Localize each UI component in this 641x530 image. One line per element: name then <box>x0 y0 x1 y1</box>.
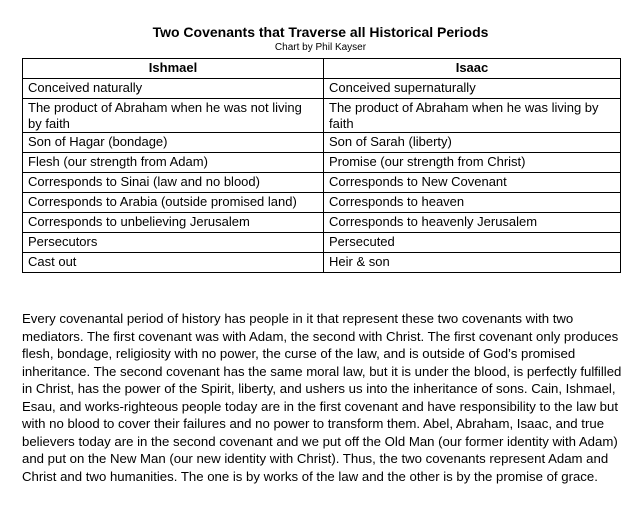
table-cell: Persecutors <box>23 233 324 253</box>
table-row <box>23 99 621 133</box>
table-row <box>23 79 621 99</box>
table-cell: Flesh (our strength from Adam) <box>23 153 324 173</box>
table-cell: The product of Abraham when he was living by faith <box>324 99 621 133</box>
table-row <box>23 193 621 213</box>
table-cell: Corresponds to New Covenant <box>324 173 621 193</box>
column-header-ishmael: Ishmael <box>23 59 324 79</box>
table-cell: Corresponds to unbelieving Jerusalem <box>23 213 324 233</box>
table-cell: Corresponds to heaven <box>324 193 621 213</box>
body-paragraph: Every covenantal period of history has people in it that represent these two covenants with two mediators. The first covenant was with Adam, the second with Christ. The first covenant only produces flesh, bondage, religiosity with no power, the curse of the law, and is outside of God’s promised inheritance. The second covenant has the same moral law, but it is under the blood, is perfectly fulfilled in Christ, has the power of the Spirit, liberty, and ushers us into the inheritance of sons. Cain, Ishmael, Esau, and works-righteous people today are in the first covenant and have responsibility to the law but with no blood to cover their failures and no power to transform them. Abel, Abraham, Isaac, and true believers today are in the second covenant and we put off the Old Man (our former identity with Adam) and put on the New Man (our new identity with Christ). Thus, the two covenants represent Adam and Christ and two humanities. The one is by works of the law and the other is by the promise of grace. <box>22 311 622 484</box>
table-cell: Son of Sarah (liberty) <box>324 133 621 153</box>
table-cell: Corresponds to heavenly Jerusalem <box>324 213 621 233</box>
table-row <box>23 133 621 153</box>
column-header-isaac: Isaac <box>324 59 621 79</box>
document-subtitle: Chart by Phil Kayser <box>274 42 367 53</box>
table-cell: Promise (our strength from Christ) <box>324 153 621 173</box>
table-row <box>23 173 621 193</box>
table-row <box>23 153 621 173</box>
table-header-row <box>23 59 621 79</box>
table-cell: Cast out <box>23 253 324 273</box>
table-cell: The product of Abraham when he was not living by faith <box>23 99 324 133</box>
table-cell: Son of Hagar (bondage) <box>23 133 324 153</box>
table-row <box>23 253 621 273</box>
table-cell: Corresponds to Sinai (law and no blood) <box>23 173 324 193</box>
table-cell: Heir & son <box>324 253 621 273</box>
table-cell: Conceived naturally <box>23 79 324 99</box>
table-cell: Corresponds to Arabia (outside promised land) <box>23 193 324 213</box>
table-cell: Conceived supernaturally <box>324 79 621 99</box>
table-cell: Persecuted <box>324 233 621 253</box>
table-row <box>23 233 621 253</box>
covenants-table <box>22 58 621 273</box>
document-title: Two Covenants that Traverse all Historical Periods <box>152 24 489 40</box>
table-row <box>23 213 621 233</box>
